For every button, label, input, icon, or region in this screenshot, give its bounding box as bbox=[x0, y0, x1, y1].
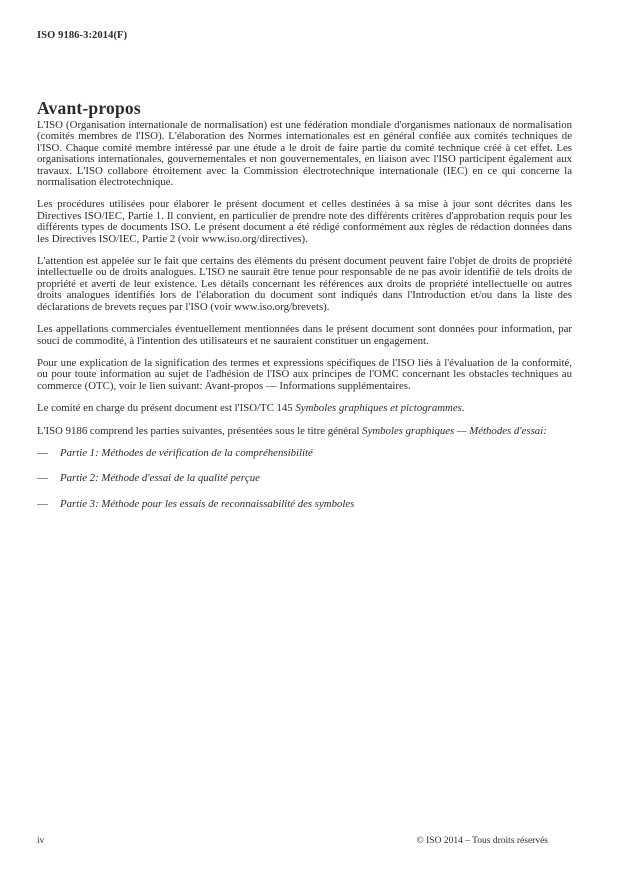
list-item bbox=[37, 448, 572, 459]
committee-title-italic: Symboles graphiques et pictogrammes bbox=[295, 402, 462, 415]
page-footer bbox=[37, 836, 548, 846]
committee-paragraph bbox=[37, 403, 572, 414]
copyright-notice: © ISO 2014 – Tous droits réservés bbox=[416, 836, 548, 846]
series-text: L'ISO 9186 comprend les parties suivantes, présentées sous le titre général bbox=[37, 424, 363, 437]
foreword-paragraph: L'ISO (Organisation internationale de normalisation) est une fédération mondiale d'organismes nationaux de normalisation (comités membres de l'ISO). L'élaboration des Normes internationales est en général confiée aux comités techniques de l'ISO. Chaque comité membre intéressé par une étude a le droit de faire partie du comité technique créé à cet effet. Les organisations internationales, gouvernementales et non gouvernementales, en liaison avec l'ISO participent également aux travaux. L'ISO collabore étroitement avec la Commission électrotechnique internationale (IEC) en ce qui concerne la normalisation électrotechnique. bbox=[37, 119, 572, 189]
em-dash-bullet: — bbox=[37, 497, 48, 510]
part-title: Partie 1: Méthodes de vérification de la compréhensibilité bbox=[60, 446, 313, 459]
list-item bbox=[37, 473, 572, 484]
committee-suffix: . bbox=[461, 402, 465, 415]
foreword-paragraph: Les appellations commerciales éventuellement mentionnées dans le présent document sont données pour information, par souci de commodité, à l'intention des utilisateurs et ne sauraient constituer un engagement. bbox=[37, 323, 572, 347]
part-title: Partie 3: Méthode pour les essais de reconnaissabilité des symboles bbox=[60, 497, 355, 510]
series-paragraph bbox=[37, 426, 572, 437]
foreword-paragraph: L'attention est appelée sur le fait que certains des éléments du présent document peuvent faire l'objet de droits de propriété intellectuelle ou de droits analogues. L'ISO ne saurait être tenue pour responsable de ne pas avoir identifié de tels droits de propriété et averti de leur existence. Les détails concernant les références aux droits de propriété intellectuelle ou autres droits analogues identifiés lors de l'élaboration du document sont indiqués dans l'Introduction et/ou dans la liste des déclarations de brevets reçues par l'ISO (voir www.iso.org/brevets). bbox=[37, 255, 572, 313]
committee-text: Le comité en charge du présent document est l'ISO/TC 145 bbox=[37, 402, 296, 415]
doc-reference: ISO 9186-3:2014(F) bbox=[37, 30, 128, 41]
em-dash-bullet: — bbox=[37, 472, 48, 485]
page-number: iv bbox=[37, 836, 45, 846]
parts-list bbox=[37, 448, 572, 510]
em-dash-bullet: — bbox=[37, 446, 48, 459]
part-title: Partie 2: Méthode d'essai de la qualité perçue bbox=[60, 472, 260, 485]
foreword-paragraph: Les procédures utilisées pour élaborer le présent document et celles destinées à sa mise à jour sont décrites dans les Directives ISO/IEC, Partie 1. Il convient, en particulier de prendre note des différents critères d'approbation requis pour les différents types de documents ISO. Le présent document a été rédigé conformément aux règles de rédaction données dans les Directives ISO/IEC, Partie 2 (voir www.iso.org/directives). bbox=[37, 198, 572, 245]
foreword-paragraph: Pour une explication de la signification des termes et expressions spécifiques de l'ISO liés à l'évaluation de la conformité, ou pour toute information au sujet de l'adhésion de l'ISO aux principes de l'OMC concernant les obstacles techniques au commerce (OTC), voir le lien suivant: Avant-propos — Informations supplémentaires. bbox=[37, 356, 572, 392]
list-item bbox=[37, 499, 572, 510]
foreword-content bbox=[37, 120, 572, 524]
series-title-italic: Symboles graphiques — Méthodes d'essai: bbox=[362, 424, 547, 437]
page-title: Avant-propos bbox=[37, 97, 141, 118]
